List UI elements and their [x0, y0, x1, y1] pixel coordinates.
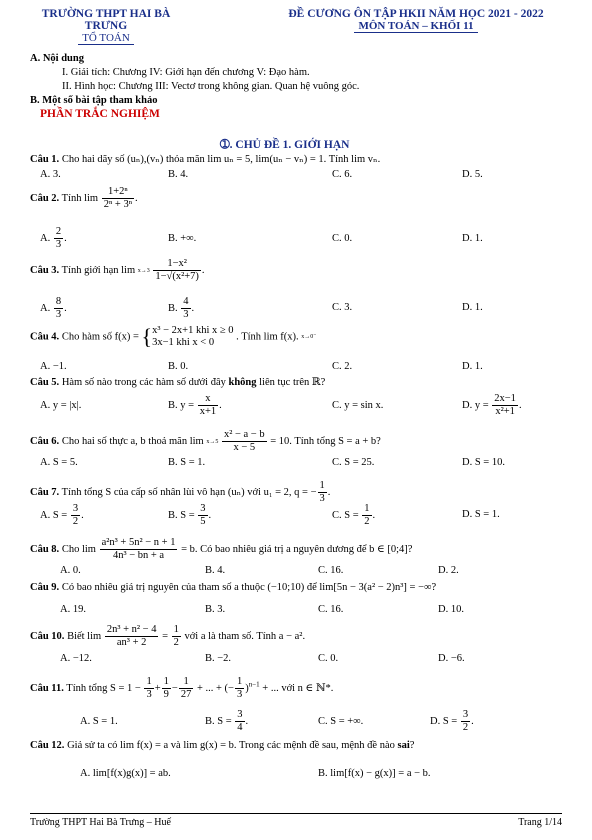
section-a: A. Nội dung	[30, 53, 84, 64]
section-b: B. Một số bài tập tham khảo	[30, 95, 158, 106]
q5-option-d[interactable]: D. y = $\frac{2x-1}{\text{x²+1}}$ .	[462, 393, 522, 417]
page-footer	[30, 813, 562, 828]
q3-option-a[interactable]: A. $\frac{8}{3}$ .	[40, 296, 67, 320]
q6-option-d[interactable]: D. S = 10.	[462, 457, 505, 468]
section-a1: I. Giải tích: Chương IV: Giới hạn đến chương V: Đạo hàm.	[62, 67, 310, 78]
question-1: Câu 1. Cho hai dãy số (uₙ),(vₙ) thỏa mãn lim uₙ = 5, lim(uₙ − vₙ) = 1. Tính lim vₙ.	[30, 154, 381, 165]
q9-option-a[interactable]: A. 19.	[60, 604, 86, 615]
doc-header	[276, 8, 556, 33]
school-name: TRƯỜNG THPT HAI BÀ TRƯNG	[41, 8, 171, 32]
q7-option-b[interactable]: B. S = $\frac{3}{5}$ .	[168, 503, 212, 527]
q4-option-c[interactable]: C. 2.	[332, 361, 353, 372]
q7-option-d[interactable]: D. S = 1.	[462, 509, 500, 520]
q6-option-b[interactable]: B. S = 1.	[168, 457, 206, 468]
q12-option-b[interactable]: B. lim[f(x) − g(x)] = a − b.	[318, 768, 431, 779]
q5-option-c[interactable]: C. y = sin x.	[332, 400, 384, 411]
q9-option-c[interactable]: C. 16.	[318, 604, 344, 615]
part-title: PHẦN TRẮC NGHIỆM	[40, 108, 160, 120]
section-a2: II. Hình học: Chương III: Vectơ trong không gian. Quan hệ vuông góc.	[62, 81, 360, 92]
q6-option-a[interactable]: A. S = 5.	[40, 457, 78, 468]
q3-option-c[interactable]: C. 3.	[332, 302, 353, 313]
q1-option-b[interactable]: B. 4.	[168, 169, 189, 180]
question-12: Câu 12. Giả sử ta có lim f(x) = a và lim g(x) = b. Trong các mệnh đề sau, mệnh đề nào sai?	[30, 740, 415, 751]
q8-option-a[interactable]: A. 0.	[60, 565, 81, 576]
q8-option-c[interactable]: C. 16.	[318, 565, 344, 576]
question-2: Câu 2. Tính lim $\frac{\text{1+2ⁿ}}{\text{2ⁿ + 3ⁿ}}$ .	[30, 186, 138, 210]
question-5: Câu 5. Hàm số nào trong các hàm số dưới đây không liên tục trên ℝ?	[30, 377, 326, 388]
doc-title: ĐỀ CƯƠNG ÔN TẬP HKII NĂM HỌC 2021 - 2022	[288, 8, 544, 20]
group-name: TỔ TOÁN	[78, 32, 134, 45]
q7-option-c[interactable]: C. S = $\frac{1}{2}$ .	[332, 503, 376, 527]
question-6: Câu 6. Cho hai số thực a, b thoả mãn lim x→5 $\frac{\text{x² − a − b}}{x - 5}$ = 10. Tính tổng S = a + b?	[30, 429, 381, 453]
q7-option-a[interactable]: A. S = $\frac{3}{2}$ .	[40, 503, 84, 527]
q5-option-b[interactable]: B. y = $\frac{x}{x+1}$ .	[168, 393, 222, 417]
q12-option-a[interactable]: A. lim[f(x)g(x)] = ab.	[80, 768, 171, 779]
q2-option-b[interactable]: B. +∞.	[168, 233, 197, 244]
q4-option-d[interactable]: D. 1.	[462, 361, 483, 372]
q2-option-c[interactable]: C. 0.	[332, 233, 353, 244]
question-4: Câu 4. Cho hàm số f(x) = { x³ − 2x+1 khi x ≥ 0 3x−1 khi x < 0 . Tính lim f(x). x→0⁻	[30, 324, 317, 349]
q1-option-a[interactable]: A. 3.	[40, 169, 61, 180]
question-11: Câu 11. Tính tổng S = 1 − $\frac{1}{3}$ + $\frac{1}{9}$ − $\frac{1}{27}$ + ... + (− $\frac{1}{3}$ )$^{n-1}$ + ... với n ∈ ℕ*.	[30, 676, 334, 700]
question-3: Câu 3. Tính giới hạn lim x→3 $\frac{\text{1−x²}}{\text{1−√(x²+7)}}$ .	[30, 258, 205, 282]
q11-option-a[interactable]: A. S = 1.	[80, 716, 118, 727]
q11-option-c[interactable]: C. S = +∞.	[318, 716, 364, 727]
q2-option-d[interactable]: D. 1.	[462, 233, 483, 244]
footer-school: Trường THPT Hai Bà Trưng – Huế	[30, 817, 171, 828]
q2-option-a[interactable]: A. $\frac{2}{3}$ .	[40, 226, 67, 250]
q6-option-c[interactable]: C. S = 25.	[332, 457, 375, 468]
q5-option-a[interactable]: A. y = |x|.	[40, 400, 82, 411]
q10-option-c[interactable]: C. 0.	[318, 653, 339, 664]
page-number: Trang 1/14	[518, 817, 562, 828]
q3-option-b[interactable]: B. $\frac{4}{3}$ .	[168, 296, 195, 320]
q3-option-d[interactable]: D. 1.	[462, 302, 483, 313]
q1-option-c[interactable]: C. 6.	[332, 169, 353, 180]
q4-option-b[interactable]: B. 0.	[168, 361, 189, 372]
topic-title: ➀. CHỦ ĐỀ 1. GIỚI HẠN	[220, 139, 350, 151]
q9-option-d[interactable]: D. 10.	[438, 604, 464, 615]
question-7: Câu 7. Tính tổng S của cấp số nhân lùi vô hạn (uₙ) với u₁ = 2, q = − $\frac{1}{3}$ .	[30, 480, 331, 504]
q1-option-d[interactable]: D. 5.	[462, 169, 483, 180]
question-8: Câu 8. Cho lim $\frac{\text{a²n³ + 5n² − n + 1}}{\text{4n³ − bn + a}}$ = b. Có bao nhiêu giá trị a nguyên dương để b ∈ [0;4]?	[30, 537, 413, 561]
q10-option-b[interactable]: B. −2.	[205, 653, 232, 664]
q11-option-b[interactable]: B. S = $\frac{3}{4}$ .	[205, 709, 249, 733]
q10-option-d[interactable]: D. −6.	[438, 653, 465, 664]
q11-option-d[interactable]: D. S = $\frac{3}{2}$ .	[430, 709, 474, 733]
question-10: Câu 10. Biết lim $\frac{\text{2n³ + n² − 4}}{\text{an³ + 2}}$ = $\frac{1}{2}$ với a là tham số. Tính a − a².	[30, 624, 306, 648]
q8-option-d[interactable]: D. 2.	[438, 565, 459, 576]
school-header	[26, 8, 186, 45]
q4-option-a[interactable]: A. −1.	[40, 361, 67, 372]
doc-subject: MÔN TOÁN – KHỐI 11	[354, 20, 477, 33]
question-9: Câu 9. Có bao nhiêu giá trị nguyên của tham số a thuộc (−10;10) để lim[5n − 3(a² − 2)n³] = −∞?	[30, 582, 437, 593]
q9-option-b[interactable]: B. 3.	[205, 604, 226, 615]
q8-option-b[interactable]: B. 4.	[205, 565, 226, 576]
q10-option-a[interactable]: A. −12.	[60, 653, 92, 664]
